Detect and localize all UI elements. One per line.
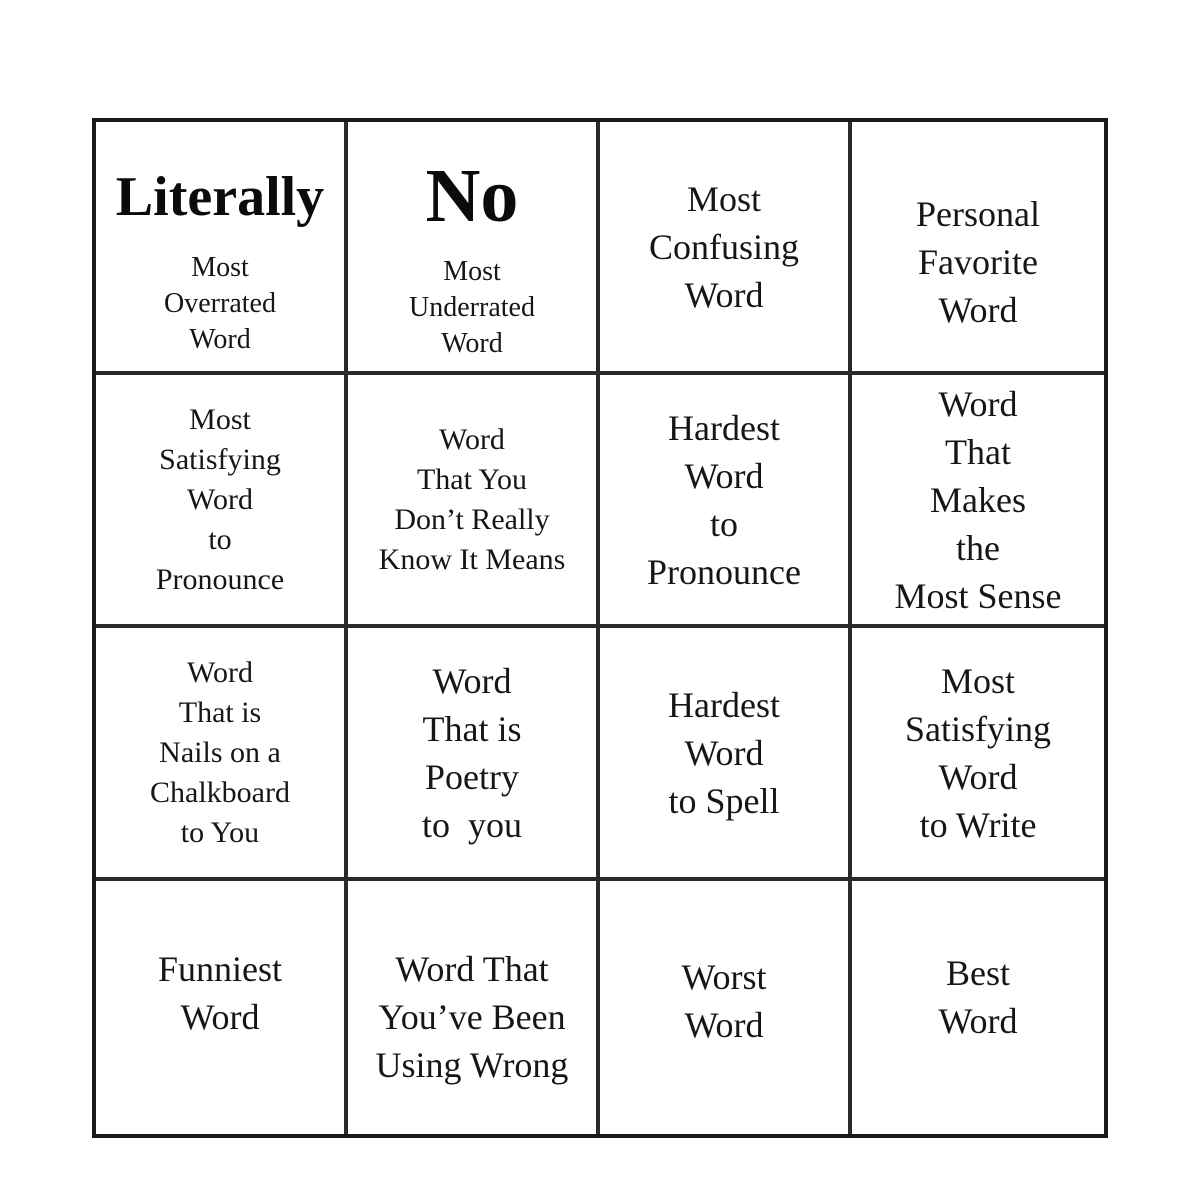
cell-caption xyxy=(409,254,535,362)
cell-line: That is xyxy=(178,695,262,729)
bingo-cell-word-you-dont-really-know[interactable] xyxy=(348,375,600,628)
cell-caption xyxy=(164,250,276,358)
cell-line: Confusing xyxy=(648,226,799,267)
cell-line: Pronounce xyxy=(647,551,801,592)
cell-line: Favorite xyxy=(918,242,1038,282)
cell-line: That is xyxy=(422,708,522,749)
cell-line: Word xyxy=(684,455,764,496)
cell-line: Overrated xyxy=(164,288,276,319)
bingo-cell-most-satisfying-word-to-pronounce[interactable] xyxy=(96,375,348,628)
cell-text xyxy=(158,945,282,1041)
bingo-cell-most-underrated-word[interactable] xyxy=(348,122,600,375)
cell-line: Funniest xyxy=(157,949,282,989)
cell-line: Word xyxy=(938,1001,1018,1041)
bingo-board xyxy=(92,118,1108,1138)
cell-text xyxy=(422,657,522,849)
cell-line: You’ve Been xyxy=(378,997,566,1037)
cell-line: That You xyxy=(416,462,527,496)
cell-line: Nails on a xyxy=(159,735,281,769)
cell-line: Most xyxy=(443,256,501,287)
cell-text xyxy=(894,380,1061,620)
cell-text xyxy=(379,420,566,580)
cell-text xyxy=(668,681,780,825)
cell-text xyxy=(156,400,284,600)
cell-line: Word xyxy=(432,660,512,701)
cell-text xyxy=(647,404,801,596)
bingo-cell-most-overrated-word[interactable] xyxy=(96,122,348,375)
cell-line: Word xyxy=(938,383,1018,424)
cell-line: Word xyxy=(439,422,505,456)
cell-line: to Spell xyxy=(668,780,780,821)
cell-line: Poetry xyxy=(424,756,519,797)
cell-line: to you xyxy=(421,804,522,845)
cell-line: Most Sense xyxy=(894,575,1062,616)
bingo-cell-word-that-makes-most-sense[interactable] xyxy=(852,375,1104,628)
cell-text xyxy=(916,190,1040,334)
cell-line: Word xyxy=(684,274,764,315)
cell-line: Satisfying xyxy=(159,442,281,476)
bingo-cell-word-using-wrong[interactable] xyxy=(348,881,600,1134)
cell-line: Know It Means xyxy=(378,542,566,576)
cell-line: Word xyxy=(441,328,503,359)
cell-line: Word xyxy=(684,1005,764,1045)
cell-line: Most xyxy=(189,402,251,436)
cell-line: Satisfying xyxy=(904,708,1051,749)
cell-text xyxy=(649,175,799,319)
cell-line: Word xyxy=(187,482,253,516)
cell-line: Using Wrong xyxy=(375,1045,569,1085)
cell-text xyxy=(905,657,1051,849)
cell-line: Word xyxy=(187,655,253,689)
cell-line: to Write xyxy=(919,804,1037,845)
cell-line: to xyxy=(709,503,738,544)
bingo-cell-nails-on-a-chalkboard[interactable] xyxy=(96,628,348,881)
bingo-cell-personal-favorite-word[interactable] xyxy=(852,122,1104,375)
cell-line: Most xyxy=(686,178,761,219)
cell-text xyxy=(150,653,290,853)
cell-line: to xyxy=(208,522,232,556)
cell-line: Hardest xyxy=(668,684,780,725)
cell-line: That xyxy=(945,431,1011,472)
bingo-cell-hardest-word-to-spell[interactable] xyxy=(600,628,852,881)
cell-line: Word xyxy=(180,997,260,1037)
cell-text xyxy=(938,949,1017,1045)
cell-line: Most xyxy=(191,252,249,283)
bingo-cell-hardest-word-to-pronounce[interactable] xyxy=(600,375,852,628)
cell-line: Word xyxy=(938,756,1018,797)
cell-line: Chalkboard xyxy=(150,775,290,809)
bingo-cell-worst-word[interactable] xyxy=(600,881,852,1134)
cell-line: to You xyxy=(180,815,260,849)
cell-line: Word xyxy=(189,324,251,355)
cell-line: Hardest xyxy=(668,407,780,448)
cell-line: Personal xyxy=(916,194,1040,234)
cell-line: Underrated xyxy=(409,292,535,323)
cell-line: Word xyxy=(684,732,764,773)
bingo-cell-most-satisfying-word-to-write[interactable] xyxy=(852,628,1104,881)
cell-line: Most xyxy=(940,660,1015,701)
cell-line: Pronounce xyxy=(155,562,285,596)
cell-line: Word xyxy=(938,290,1018,330)
bingo-cell-best-word[interactable] xyxy=(852,881,1104,1134)
cell-headword: Literally xyxy=(115,166,325,228)
bingo-cell-word-that-is-poetry[interactable] xyxy=(348,628,600,881)
bingo-cell-most-confusing-word[interactable] xyxy=(600,122,852,375)
cell-line: Best xyxy=(945,953,1010,993)
cell-line: the xyxy=(956,527,1000,568)
cell-line: Worst xyxy=(681,957,767,997)
cell-text xyxy=(376,945,569,1089)
cell-text xyxy=(681,953,766,1049)
bingo-cell-funniest-word[interactable] xyxy=(96,881,348,1134)
cell-headword: No xyxy=(425,154,519,238)
cell-line: Don’t Really xyxy=(394,502,550,536)
cell-line: Word That xyxy=(395,949,549,989)
cell-line: Makes xyxy=(930,479,1026,520)
